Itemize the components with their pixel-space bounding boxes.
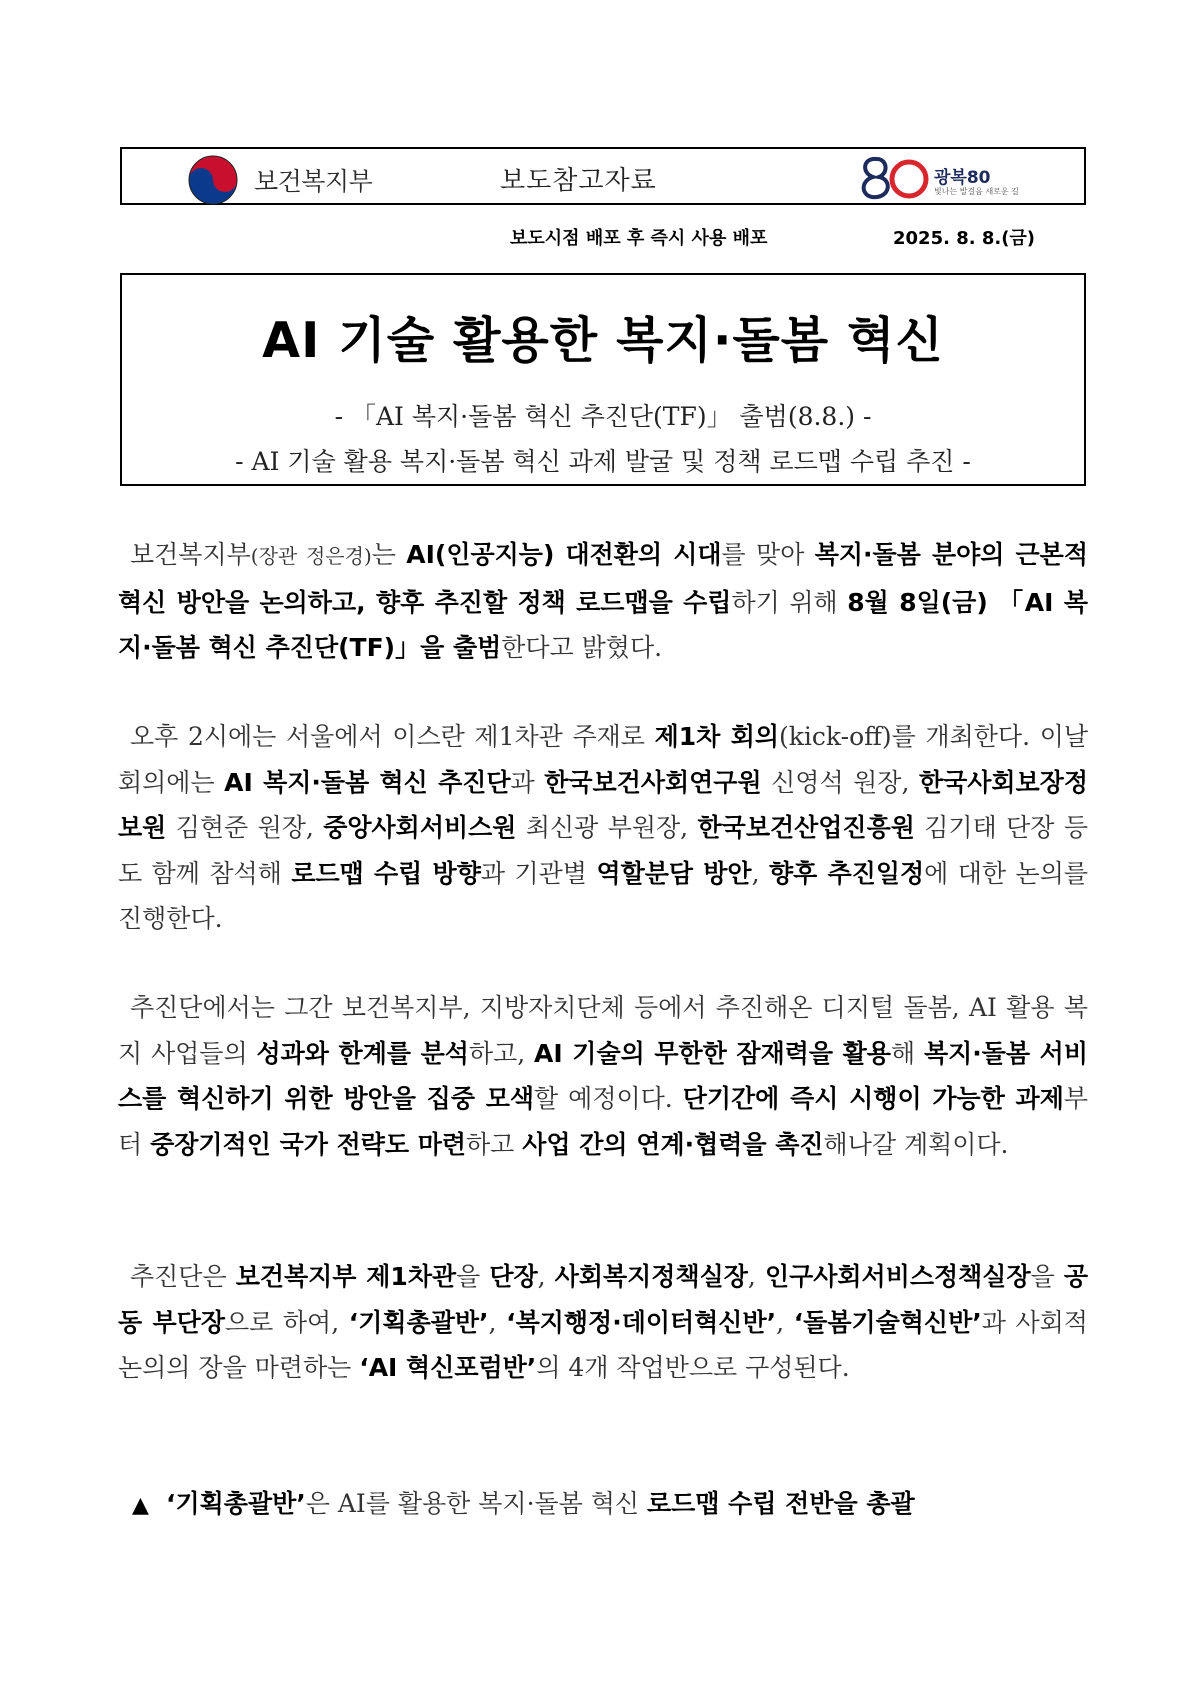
text-run: 신영석 원장,: [761, 767, 919, 797]
bold-run: ‘복지행정·데이터혁신반’: [506, 1307, 777, 1337]
text-run: 할 예정이다.: [534, 1084, 683, 1113]
bold-run: 로드맵 수립 방향: [291, 858, 481, 888]
bold-run: 사업 간의 연계·협력을 촉진: [522, 1129, 824, 1159]
text-run: ,: [751, 858, 770, 888]
text-run: 과 사회적 논의의 장을 마련하는: [118, 1307, 1088, 1382]
bold-run: 한국보건산업진흥원: [697, 813, 915, 842]
text-run: (장관 정은경): [250, 544, 372, 568]
text-run: ,: [747, 1262, 765, 1291]
bold-run: AI(인공지능) 대전환의 시대: [406, 540, 722, 569]
taegeuk-logo-icon: [186, 153, 240, 207]
text-run: 김기태 단장 등도 함께 참석해: [118, 813, 1088, 888]
bold-run: 제1차 회의: [654, 722, 780, 751]
bold-run: ‘기획총괄반’: [166, 1489, 306, 1518]
bold-run: 성과와 한계를 분석: [256, 1038, 469, 1068]
text-run: 를 맞아: [721, 540, 815, 569]
bold-run: 복지·돌봄 분야의 근본적 혁신 방안을 논의하고, 향후 추진할 정책 로드맵을 수립: [118, 540, 1088, 617]
bold-run: ‘기획총괄반’: [348, 1307, 489, 1337]
bold-run: AI 기술의 무한한 잠재력을 활용: [534, 1038, 891, 1068]
anniversary-slogan: 빛나는 발걸음 새로운 길: [934, 187, 1019, 196]
text-run: 하기 위해: [731, 587, 848, 617]
text-run: 김현준 원장,: [166, 813, 324, 842]
paragraph-2: [118, 714, 1088, 942]
release-info: [510, 224, 1046, 250]
bold-run: 8월 8일(금) 「AI 복지·돌봄 혁신 추진단(TF)」을 출범: [118, 587, 1088, 662]
bold-run: 단기간에 즉시 시행이 가능한 과제: [682, 1084, 1064, 1113]
text-run: 은 AI를 활용한 복지·돌봄 혁신: [305, 1489, 648, 1518]
text-run: 을: [1030, 1262, 1064, 1291]
release-date: 2025. 8. 8.(금): [893, 228, 1036, 249]
release-timing: 보도시점 배포 후 즉시 사용 배포: [510, 228, 768, 249]
ministry-name: 보건복지부: [254, 167, 373, 196]
text-run: ,: [776, 1307, 794, 1337]
paragraph-1: [118, 532, 1088, 671]
text-run: 을: [456, 1262, 490, 1291]
paragraph-4: [118, 1254, 1088, 1391]
bold-run: 중장기적인 국가 전략도 마련: [150, 1129, 467, 1159]
text-run: ,: [537, 1262, 555, 1291]
bold-run: 인구사회서비스정책실장: [764, 1262, 1031, 1291]
bold-run: 향후 추진일정: [769, 858, 925, 888]
triangle-bullet-icon: ▲: [132, 1493, 149, 1518]
header-box: [120, 147, 1086, 205]
bold-run: 단장: [489, 1262, 538, 1291]
bold-run: 한국사회보장정보원: [118, 767, 1088, 842]
text-run: 한다고 밝혔다.: [501, 633, 663, 662]
bold-run: 사회복지정책실장: [554, 1262, 748, 1291]
text-run: (kick-off)를 개최한다. 이날 회의에는: [118, 722, 1089, 797]
bold-run: 보건복지부 제1차관: [235, 1262, 457, 1291]
text-run: 오후 2시에는 서울에서 이스란 제1차관 주재로: [130, 722, 655, 751]
text-run: 부터: [118, 1084, 1089, 1159]
text-run: 보건복지부: [130, 540, 251, 569]
text-run: 으로 하여,: [224, 1307, 349, 1337]
bold-run: 복지·돌봄 서비스를 혁신하기 위한 방안을 집중 모색: [118, 1038, 1088, 1113]
text-run: 의 4개 작업반으로 구성된다.: [536, 1353, 850, 1382]
bold-run: ‘AI 혁신포럼반’: [359, 1353, 537, 1382]
main-title: AI 기술 활용한 복지·돌봄 혁신: [262, 312, 944, 369]
anniversary-label: 광복80: [934, 168, 991, 188]
bold-run: ‘돌봄기술혁신반’: [793, 1307, 982, 1337]
text-run: ,: [488, 1307, 507, 1337]
bold-run: 역할분담 방안: [596, 858, 752, 888]
bold-run: 로드맵 수립 전반을 총괄: [647, 1489, 915, 1518]
text-run: 해: [890, 1038, 924, 1068]
text-run: 에 대한 논의를 진행한다.: [118, 858, 1089, 933]
bold-run: 한국보건사회연구원: [544, 767, 762, 797]
bold-run: 공동 부단장: [118, 1262, 1088, 1337]
subtitle-2: - AI 기술 활용 복지·돌봄 혁신 과제 발굴 및 정책 로드맵 수립 추진 -: [235, 447, 971, 476]
document-type: 보도참고자료: [500, 166, 657, 196]
text-run: 하고: [466, 1129, 523, 1159]
subtitle-1: - 「AI 복지·돌봄 혁신 추진단(TF)」 출범(8.8.) -: [334, 402, 872, 431]
text-run: 는: [371, 540, 407, 569]
bold-run: AI 복지·돌봄 혁신 추진단: [224, 767, 511, 797]
text-run: 해나갈 계획이다.: [823, 1129, 1009, 1159]
paragraph-5: [118, 1481, 1088, 1529]
text-run: 추진단에서는 그간 보건복지부, 지방자치단체 등에서 추진해온 디지털 돌봄, AI 활용 복지 사업들의: [118, 993, 1088, 1068]
text-run: 과 기관별: [480, 858, 597, 888]
text-run: 최신광 부원장,: [516, 813, 698, 842]
bold-run: 중앙사회서비스원: [323, 813, 517, 842]
text-run: 추진단은: [130, 1262, 236, 1291]
paragraph-3: [118, 985, 1088, 1167]
text-run: 하고,: [468, 1038, 535, 1068]
title-box: [120, 273, 1086, 486]
liberation-80-logo-icon: [857, 151, 935, 203]
text-run: 과: [510, 767, 545, 797]
